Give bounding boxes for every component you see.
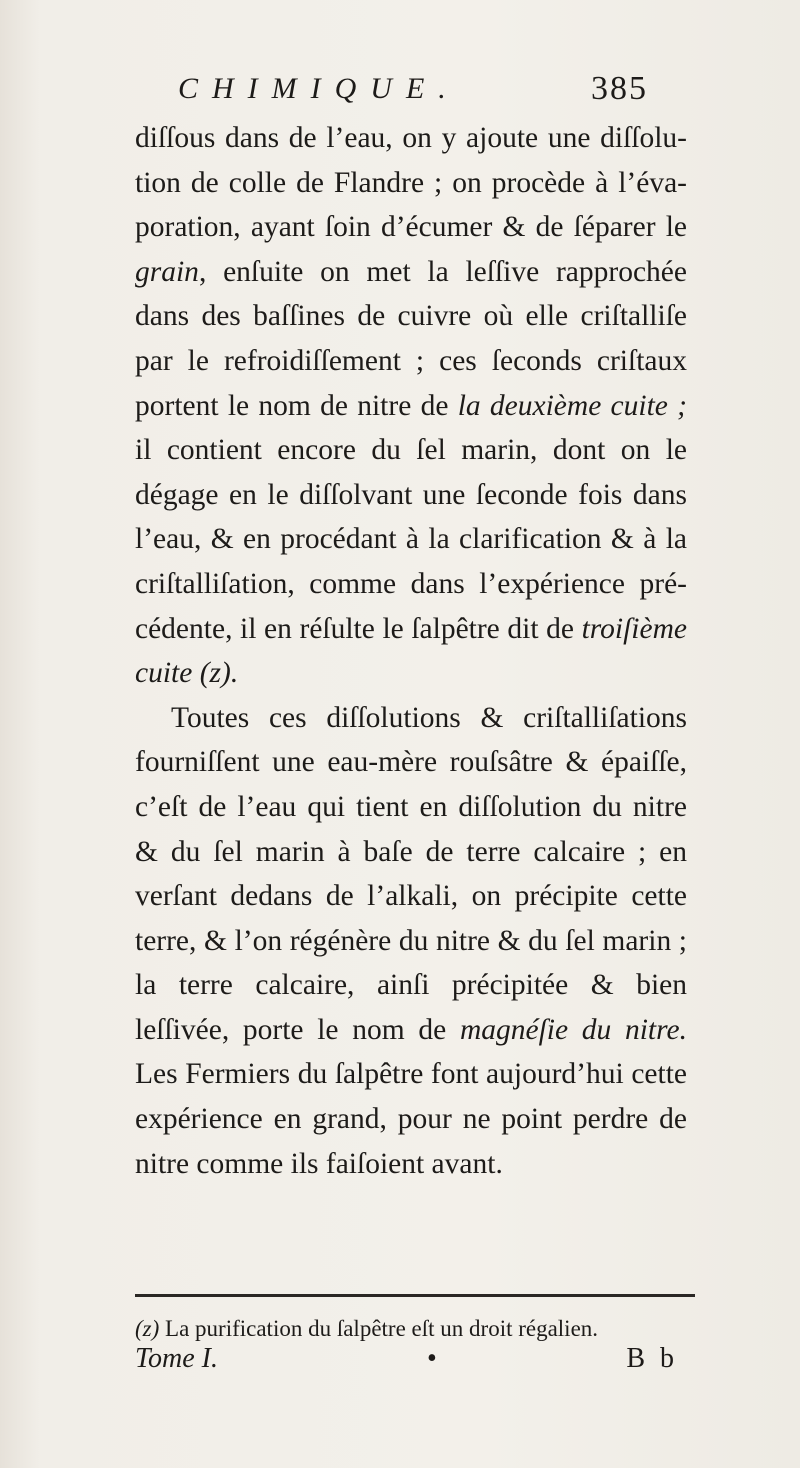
body-text <box>135 116 687 1186</box>
text-run: Toutes ces diſſolutions & criſtalliſations fourniſſent une eau-mère rouſsâtre & épaiſſe, c’eſt de l’eau qui tient en diſſolution du nitre & du ſel marin à baſe de terre calcaire ; en verſant dedans de l’alkali, on précipite cette terre, & l’on régénère du nitre & du ſel marin ; la terre calcaire, ainſi précipitée & bien leſſivée, porte le nom de <box>135 701 687 1046</box>
signature-line <box>135 1343 690 1383</box>
running-head <box>178 70 648 114</box>
italic-run: grain <box>135 255 199 288</box>
page-number: 385 <box>591 70 648 107</box>
text-run: diſſous dans de l’eau, on y ajoute une diſſolution de colle de Flandre ; on procède à l’évaporation, ayant ſoin d’écumer & de ſéparer le <box>135 122 687 244</box>
footnote-rule <box>135 1294 695 1297</box>
signature-mark: B b <box>626 1343 678 1374</box>
text-run: Les Fermiers du ſalpêtre font aujourd’hui cette expérience en grand, pour ne point perdre de nitre comme ils faiſoient avant. <box>135 1058 687 1180</box>
italic-run: la deuxième cuite ; <box>457 389 687 422</box>
text-run: , enſuite on met la leſſive rapprochée dans des baſſines de cuivre où elle criſtalliſe par le refroidiſſement ; ces ſeconds criſtaux portent le nom de nitre de <box>135 255 687 422</box>
running-title: CHIMIQUE. <box>178 72 460 105</box>
text-run: il contient encore du ſel marin, dont on le dégage en le diſſolvant une ſeconde fois dans l’eau, & en procédant à la clarification & à la criſtalliſation, comme dans l’expérience précédente, il en réſulte le ſalpêtre dit de <box>135 434 687 645</box>
italic-run: troiſième cuite (z). <box>135 612 687 690</box>
footnote <box>135 1314 735 1344</box>
italic-run: magnéſie du nitre. <box>459 1013 687 1046</box>
signature-dot: • <box>427 1343 437 1374</box>
footnote-mark: (z) <box>135 1316 160 1341</box>
volume-label: Tome I. <box>135 1343 218 1374</box>
footnote-text: La purification du ſalpêtre eſt un droit régalien. <box>165 1316 599 1341</box>
paragraph-2 <box>135 696 687 1187</box>
paragraph-1 <box>135 116 687 696</box>
